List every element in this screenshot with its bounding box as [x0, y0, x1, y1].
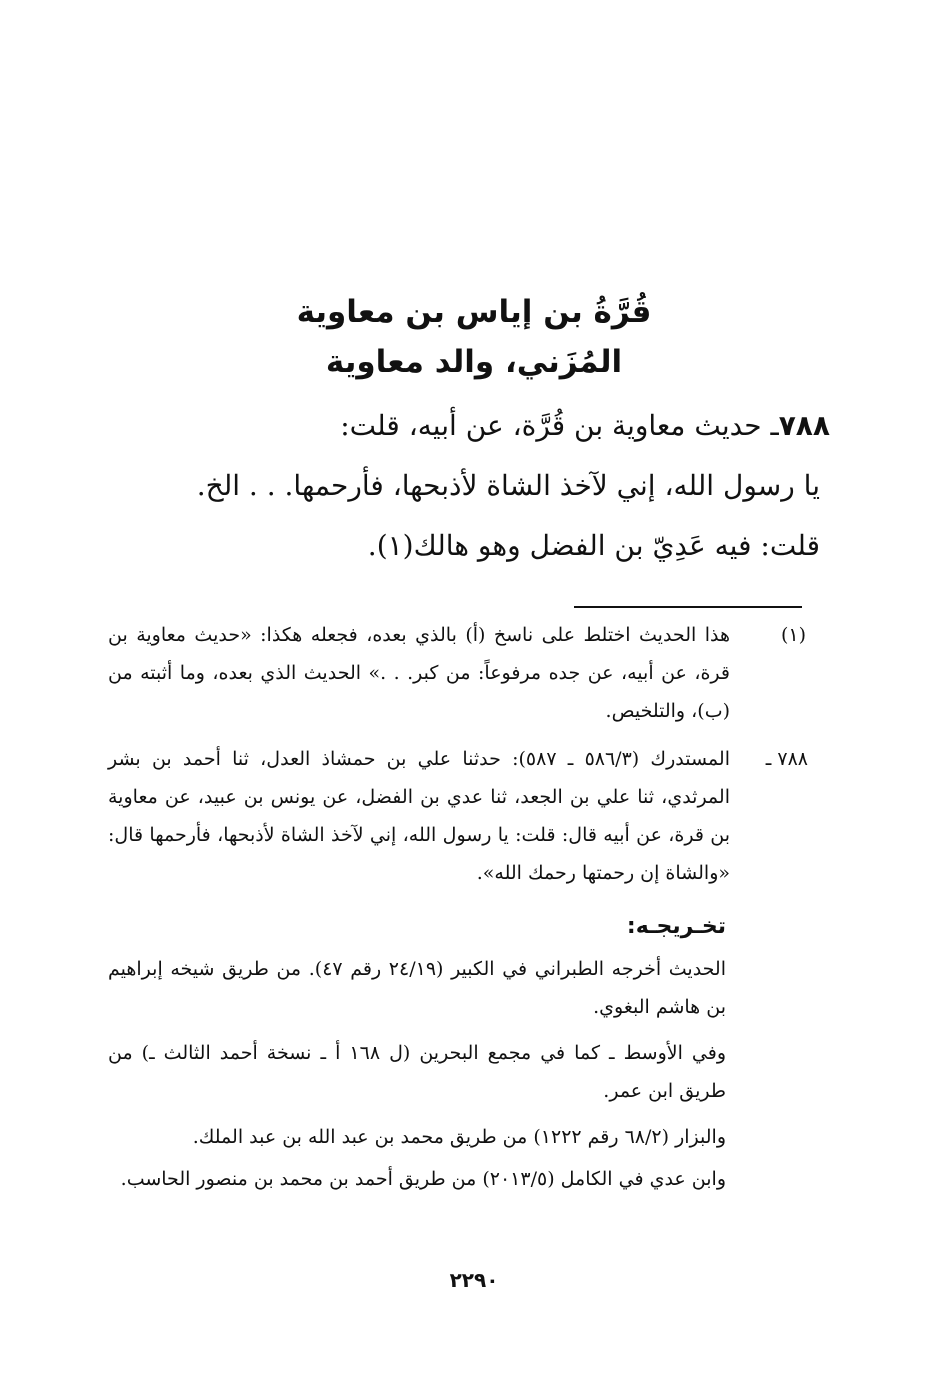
- footnote-text: هذا الحديث اختلط على ناسخ (أ) بالذي بعده، فجعله هكذا: «حديث معاوية بن قرة، عن أبيه، عن جده مرفوعاً: من كبر. . .» الحديث الذي بعده، وما أثبته من (ب)، والتلخيص.: [108, 624, 730, 722]
- chapter-title-line2: المُزَني، والد معاوية: [325, 344, 623, 380]
- takhrij-paragraph-3: والبزار (٦٨/٢ رقم ١٢٢٢) من طريق محمد بن عبد الله بن عبد الملك.: [192, 1126, 726, 1148]
- takhrij-heading: تخـريجـه:: [626, 914, 726, 939]
- takhrij-paragraph-2: وفي الأوسط ـ كما في مجمع البحرين (ل ١٦٨ أ ـ نسخة أحمد الثالث ـ) من طريق ابن عمر.: [108, 1042, 726, 1102]
- footnote-marker: (١): [780, 624, 806, 646]
- takhrij-paragraph-4: وابن عدي في الكامل (٢٠١٣/٥) من طريق أحمد بن محمد بن منصور الحاسب.: [120, 1168, 726, 1190]
- mustadrak-marker: ٧٨٨ ـ: [765, 748, 808, 770]
- hadith-line2: يا رسول الله، إني لآخذ الشاة لأذبحها، فأرحمها. . . الخ.: [196, 469, 820, 502]
- mustadrak-text: المستدرك (٥٨٦/٣ ـ ٥٨٧): حدثنا علي بن حمشاذ العدل، ثنا أحمد بن بشر المرثدي، ثنا علي بن الجعد، ثنا عدي بن الفضل، عن يونس بن عبيد، عن معاوية بن قرة، عن أبيه قال: قلت: يا رسول الله، إني لآخذ الشاة لأذبحها، فأرحمها قال: «والشاة إن رحمتها رحمك الله».: [108, 748, 730, 884]
- hadith-heading: [340, 406, 830, 446]
- footnote-separator: [574, 606, 802, 608]
- chapter-title-line1: قُرَّةُ بن إياس بن معاوية: [296, 294, 652, 330]
- hadith-line3: قلت: فيه عَدِيّ بن الفضل وهو هالك(١).: [367, 529, 820, 562]
- page-number: ٢٢٩٠: [449, 1268, 499, 1292]
- takhrij-paragraph-1: الحديث أخرجه الطبراني في الكبير (٢٤/١٩ رقم ٤٧). من طريق شيخه إبراهيم بن هاشم البغوي.: [108, 958, 726, 1018]
- hadith-number: ٧٨٨: [778, 409, 830, 442]
- hadith-line1: ـ حديث معاوية بن قُرَّة، عن أبيه، قلت:: [340, 409, 779, 442]
